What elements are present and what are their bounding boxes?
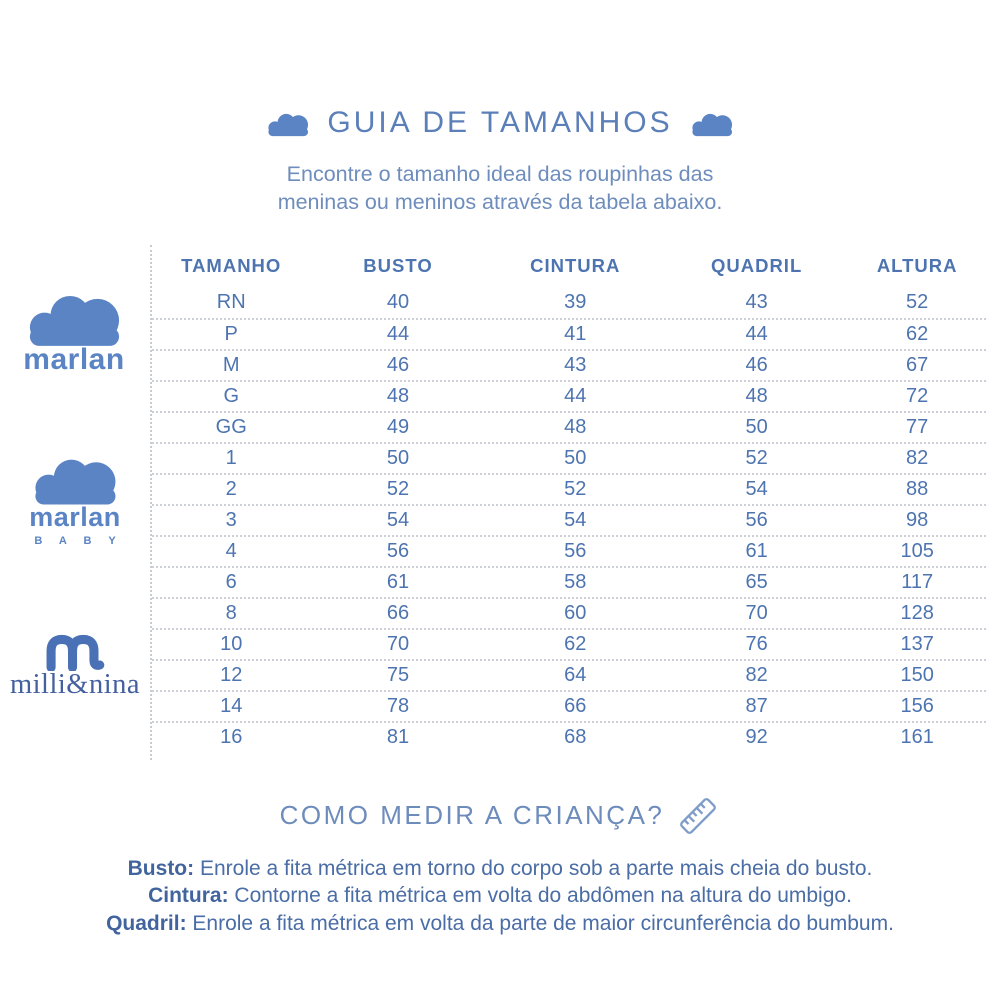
size-cell: 4 — [225, 539, 237, 562]
value-cell: 88 — [906, 477, 929, 500]
value-cell: 52 — [906, 290, 929, 313]
size-cell: 8 — [225, 601, 237, 624]
value-cell: 50 — [564, 446, 587, 469]
value-cell: 56 — [745, 508, 768, 531]
instruction-label: Busto: — [127, 856, 195, 880]
table-row — [152, 473, 986, 504]
subtitle-line-1: Encontre o tamanho ideal das roupinhas das — [286, 162, 714, 186]
measure-heading-row — [0, 794, 1000, 838]
value-cell: 156 — [900, 694, 934, 717]
value-cell: 161 — [900, 725, 934, 748]
value-cell: 65 — [745, 570, 768, 593]
size-cell: G — [223, 384, 239, 407]
brand-sub-baby: B A B Y — [34, 534, 123, 547]
value-cell: 66 — [564, 694, 587, 717]
brand-logo-marlan-baby — [20, 451, 130, 547]
value-cell: 40 — [386, 290, 410, 313]
value-cell: 41 — [564, 322, 587, 345]
size-cell: 14 — [220, 694, 243, 717]
value-cell: 66 — [386, 601, 410, 624]
table-row — [152, 504, 986, 535]
value-cell: 43 — [745, 290, 768, 313]
brand-logos-column — [0, 245, 150, 760]
value-cell: 61 — [386, 570, 410, 593]
value-cell: 50 — [745, 415, 768, 438]
value-cell: 62 — [564, 632, 587, 655]
size-cell: 2 — [225, 477, 237, 500]
measure-instructions — [0, 855, 1000, 938]
value-cell: 137 — [900, 632, 934, 655]
cloud-icon — [265, 110, 311, 137]
title-row — [0, 106, 1000, 140]
value-cell: 76 — [745, 632, 768, 655]
value-cell: 43 — [564, 353, 587, 376]
value-cell: 52 — [564, 477, 587, 500]
value-cell: 46 — [745, 353, 768, 376]
value-cell: 117 — [901, 570, 934, 593]
cloud-icon — [31, 451, 119, 507]
value-cell: 78 — [386, 694, 410, 717]
value-cell: 52 — [745, 446, 768, 469]
instruction-busto — [0, 855, 1000, 883]
table-row — [152, 628, 986, 659]
value-cell: 98 — [906, 508, 929, 531]
brand-logo-marlan — [16, 287, 132, 377]
value-cell: 46 — [386, 353, 410, 376]
table-row — [152, 690, 986, 721]
size-cell: RN — [216, 290, 246, 313]
size-cell: P — [224, 322, 238, 345]
value-cell: 72 — [906, 384, 929, 407]
measure-heading: COMO MEDIR A CRIANÇA? — [279, 800, 665, 831]
value-cell: 44 — [745, 322, 768, 345]
cursive-m-icon — [42, 631, 108, 671]
value-cell: 54 — [745, 477, 768, 500]
page-title: GUIA DE TAMANHOS — [327, 106, 673, 139]
value-cell: 67 — [906, 353, 929, 376]
value-cell: 52 — [386, 477, 410, 500]
value-cell: 77 — [906, 415, 929, 438]
size-cell: 6 — [225, 570, 237, 593]
size-cell: GG — [215, 415, 247, 438]
value-cell: 64 — [564, 663, 587, 686]
value-cell: 105 — [900, 539, 934, 562]
value-cell: 44 — [564, 384, 587, 407]
value-cell: 48 — [564, 415, 587, 438]
table-row — [152, 318, 986, 349]
ruler-icon — [676, 794, 720, 838]
value-cell: 48 — [386, 384, 410, 407]
column-header-altura: ALTURA — [876, 254, 958, 276]
table-row — [152, 349, 986, 380]
value-cell: 39 — [564, 290, 587, 313]
value-cell: 75 — [386, 663, 410, 686]
table-row — [152, 380, 986, 411]
value-cell: 58 — [564, 570, 587, 593]
table-row — [152, 721, 986, 752]
header — [0, 0, 1000, 217]
value-cell: 82 — [906, 446, 929, 469]
instruction-text: Enrole a fita métrica em volta da parte de maior circunferência do bumbum. — [186, 911, 894, 935]
column-header-tamanho: TAMANHO — [181, 254, 282, 276]
brand-logo-milli-nina — [0, 631, 150, 701]
value-cell: 48 — [745, 384, 768, 407]
value-cell: 68 — [564, 725, 587, 748]
value-cell: 70 — [386, 632, 410, 655]
value-cell: 56 — [564, 539, 587, 562]
instruction-text: Contorne a fita métrica em volta do abdômen na altura do umbigo. — [228, 884, 852, 908]
table-header-row — [152, 245, 986, 287]
size-cell: 3 — [225, 508, 237, 531]
table-row — [152, 597, 986, 628]
column-header-cintura: CINTURA — [530, 254, 621, 276]
size-cell: 1 — [225, 446, 237, 469]
value-cell: 61 — [745, 539, 768, 562]
instruction-cintura — [0, 882, 1000, 910]
table-row — [152, 442, 986, 473]
value-cell: 54 — [564, 508, 587, 531]
content — [0, 245, 1000, 760]
table-row — [152, 535, 986, 566]
subtitle-line-2: meninas ou meninos através da tabela abaixo. — [277, 190, 723, 215]
instruction-label: Quadril: — [106, 911, 187, 935]
instruction-quadril — [0, 910, 1000, 938]
table-row — [152, 411, 986, 442]
subtitle — [0, 160, 1000, 217]
value-cell: 150 — [900, 663, 934, 686]
value-cell: 54 — [386, 508, 410, 531]
table-row — [152, 287, 986, 318]
value-cell: 49 — [386, 415, 410, 438]
brand-name-marlan-baby: marlan — [29, 501, 121, 532]
table-row — [152, 566, 986, 597]
value-cell: 70 — [745, 601, 768, 624]
value-cell: 44 — [386, 322, 410, 345]
value-cell: 62 — [906, 322, 929, 345]
size-table — [150, 245, 986, 760]
instruction-label: Cintura: — [148, 884, 229, 908]
cloud-icon — [25, 287, 123, 348]
instruction-text: Enrole a fita métrica em torno do corpo sob a parte mais cheia do busto. — [194, 856, 873, 880]
brand-name-marlan: marlan — [23, 342, 125, 376]
value-cell: 87 — [745, 694, 768, 717]
value-cell: 81 — [386, 725, 410, 748]
value-cell: 50 — [386, 446, 410, 469]
value-cell: 60 — [564, 601, 587, 624]
brand-name-milli-nina: milli&nina — [9, 668, 141, 700]
cloud-icon — [689, 110, 735, 137]
value-cell: 82 — [745, 663, 768, 686]
column-header-quadril: QUADRIL — [710, 254, 803, 276]
size-cell: 10 — [220, 632, 243, 655]
size-cell: 16 — [220, 725, 243, 748]
value-cell: 128 — [900, 601, 934, 624]
value-cell: 56 — [386, 539, 410, 562]
size-cell: 12 — [220, 663, 243, 686]
value-cell: 92 — [745, 725, 768, 748]
table-row — [152, 659, 986, 690]
how-to-measure-section — [0, 794, 1000, 938]
size-cell: M — [222, 353, 240, 376]
column-header-busto: BUSTO — [363, 254, 433, 276]
